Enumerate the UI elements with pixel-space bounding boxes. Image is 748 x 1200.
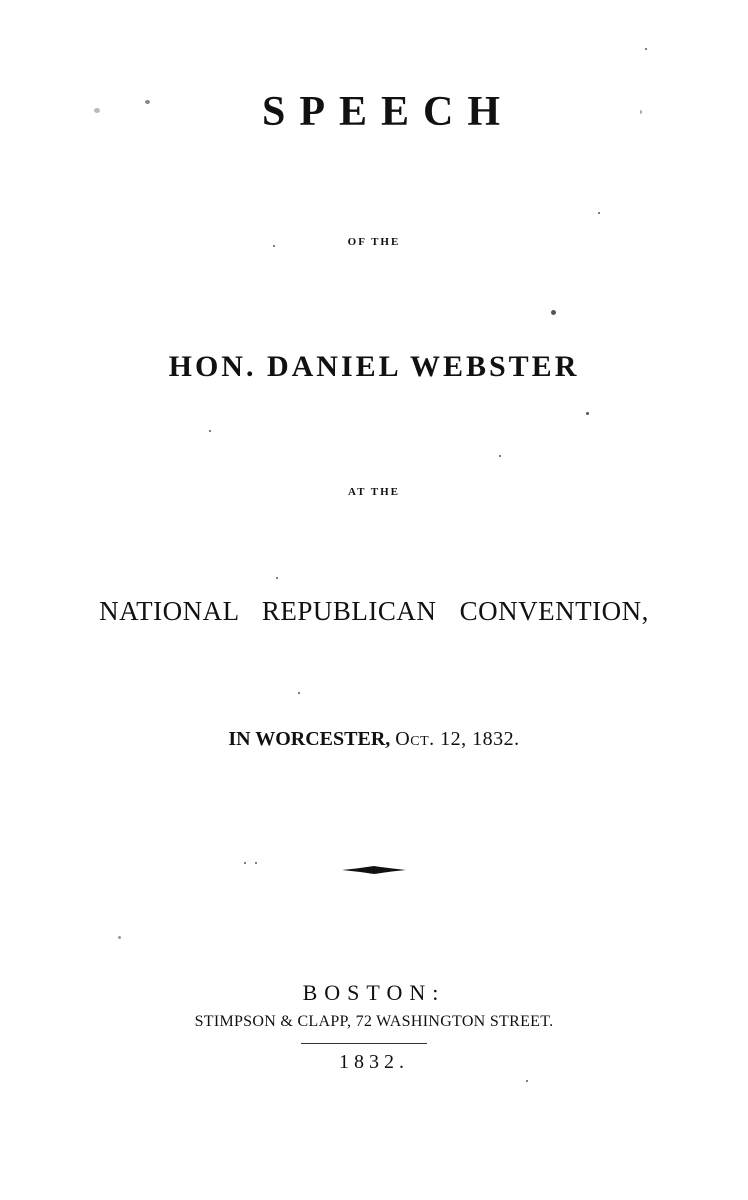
scan-speck	[645, 48, 647, 50]
page-title: SPEECH	[261, 89, 515, 135]
place-text: IN WORCESTER,	[228, 728, 396, 750]
scan-speck	[499, 455, 501, 457]
place-and-date	[0, 728, 748, 751]
imprint-divider	[301, 1043, 427, 1044]
of-the-label: OF THE	[347, 236, 401, 248]
scan-speck	[118, 936, 121, 939]
imprint-publisher: STIMPSON & CLAPP, 72 WASHINGTON STREET.	[194, 1013, 554, 1030]
ornament-rule-icon	[0, 862, 748, 878]
scan-speck	[551, 310, 556, 315]
scan-speck	[298, 692, 300, 694]
scan-speck	[276, 577, 278, 579]
scan-speck	[209, 430, 211, 432]
scan-speck	[273, 245, 275, 247]
imprint-year: 1832.	[339, 1051, 409, 1073]
scan-speck	[640, 110, 642, 114]
scan-speck	[244, 862, 246, 864]
scan-speck	[255, 862, 257, 864]
scan-speck	[94, 108, 100, 113]
scan-speck	[598, 212, 600, 214]
scan-speck	[586, 412, 589, 415]
convention-name: NATIONAL REPUBLICAN CONVENTION,	[99, 596, 649, 626]
scan-speck	[145, 100, 150, 104]
imprint-city: BOSTON:	[302, 980, 446, 1005]
speaker-name: HON. DANIEL WEBSTER	[168, 350, 580, 383]
at-the-label: AT THE	[347, 486, 401, 498]
scan-speck	[526, 1080, 528, 1082]
date-text: Oct. 12, 1832.	[395, 728, 520, 750]
